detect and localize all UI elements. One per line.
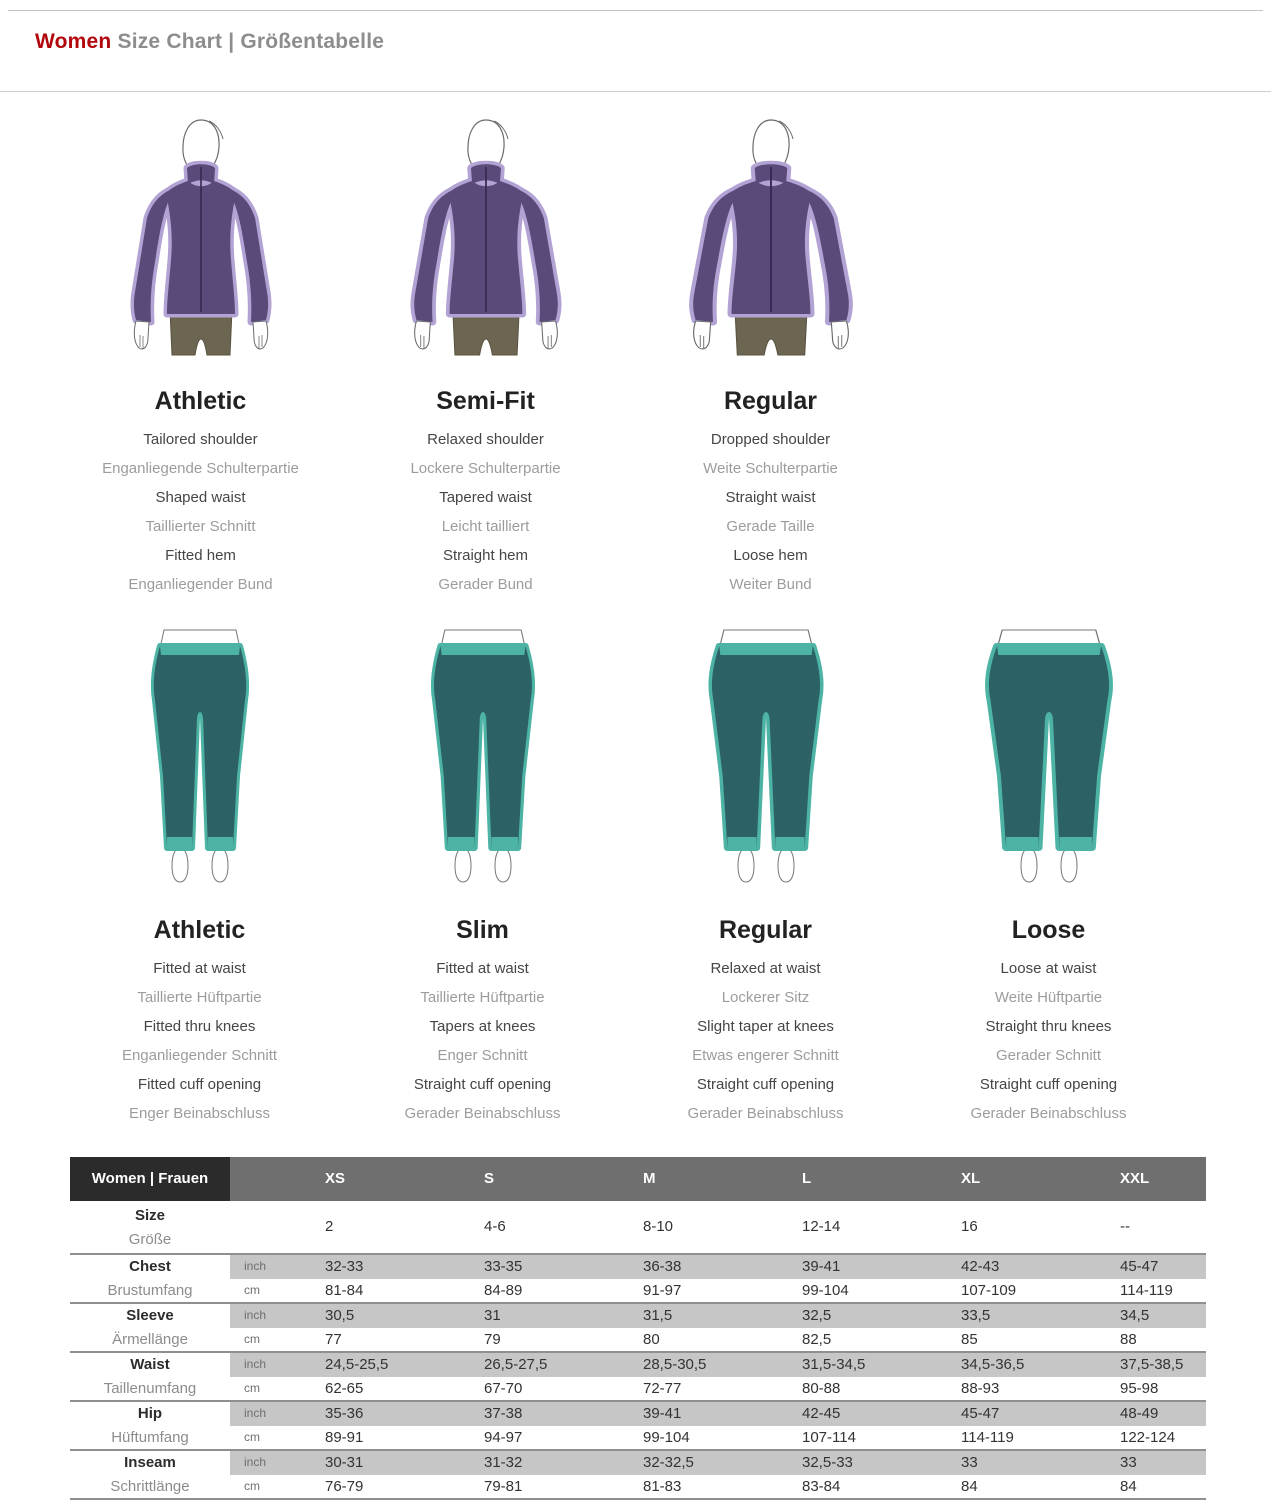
table-value-cell: 32-33 [325, 1255, 484, 1279]
fit-description-line-de: Enganliegender Bund [128, 576, 273, 593]
jacket-fit-column [628, 112, 913, 599]
fit-description-line-en: Straight hem [442, 547, 529, 564]
table-header-filler [230, 1157, 325, 1201]
jacket-fit-column [343, 112, 628, 599]
unit-label-cm: cm [244, 1478, 260, 1493]
table-value-cell: 32-32,5 [643, 1451, 802, 1475]
table-value-cell: 39-41 [643, 1402, 802, 1426]
fit-description-line-en: Tapered waist [439, 489, 532, 506]
measurement-label-de: Schrittlänge [110, 1477, 190, 1495]
table-value-cell: 83-84 [802, 1477, 841, 1495]
jacket-fit-column [58, 112, 343, 599]
fit-description-line-de: Taillierte Hüftpartie [137, 989, 262, 1006]
fit-description [405, 954, 561, 1128]
size-table [70, 1157, 1206, 1500]
unit-label-inch: inch [230, 1451, 325, 1475]
jacket-figure-wrap [661, 112, 881, 362]
page-title-gender: Women [35, 30, 112, 53]
size-label-de: Größe [128, 1231, 172, 1248]
table-value-cell: 12-14 [802, 1218, 841, 1235]
measurement-label-en: Inseam [124, 1454, 176, 1471]
unit-label-cm: cm [244, 1429, 260, 1444]
table-inch-row [70, 1402, 1206, 1426]
table-value-cell: 2 [325, 1218, 334, 1235]
pants-fit-column [907, 616, 1190, 1128]
jacket-fits-row [58, 112, 913, 599]
table-value-cell: 88-93 [961, 1379, 1000, 1397]
table-measurement-group [70, 1400, 1206, 1449]
table-value-cell: 62-65 [325, 1379, 364, 1397]
table-value-cell: 79-81 [484, 1477, 523, 1495]
size-row-label [70, 1201, 230, 1253]
fit-title: Slim [456, 916, 509, 944]
fit-description-line-en: Straight thru knees [985, 1018, 1112, 1035]
table-value-cell: -- [1120, 1218, 1130, 1235]
unit-label-inch: inch [230, 1255, 325, 1279]
fit-description-line-de: Enganliegende Schulterpartie [102, 460, 299, 477]
fit-title: Regular [718, 916, 813, 944]
table-value-cell: 76-79 [325, 1477, 364, 1495]
fit-title: Athletic [153, 916, 246, 944]
header-divider [0, 91, 1271, 92]
table-value-cell: 31-32 [484, 1451, 643, 1475]
table-value-cell: 30-31 [325, 1451, 484, 1475]
table-value-cell: 33-35 [484, 1255, 643, 1279]
table-value-cell: 32,5-33 [802, 1451, 961, 1475]
table-value-cell: 91-97 [643, 1281, 682, 1299]
table-value-cell: 99-104 [643, 1428, 690, 1446]
table-inch-row [70, 1353, 1206, 1377]
fit-description-line-en: Straight waist [725, 489, 816, 506]
fit-description-line-de: Weite Hüftpartie [994, 989, 1103, 1006]
table-value-cell: 107-114 [802, 1428, 856, 1446]
pants-figure [656, 616, 876, 886]
pants-fit-column [341, 616, 624, 1128]
table-value-cell: 24,5-25,5 [325, 1353, 484, 1377]
fit-title: Loose [1011, 916, 1086, 944]
table-inch-row [70, 1255, 1206, 1279]
size-table-header-cell: XL [961, 1157, 1120, 1201]
table-value-cell: 31 [484, 1304, 643, 1328]
table-value-cell: 36-38 [643, 1255, 802, 1279]
pants-figure-wrap [939, 616, 1159, 891]
table-value-cell: 77 [325, 1330, 342, 1348]
table-value-cell: 33 [1120, 1451, 1206, 1475]
table-corner-cell: Women | Frauen [70, 1157, 230, 1201]
unit-label-inch: inch [230, 1353, 325, 1377]
measurement-label-de: Brustumfang [107, 1281, 193, 1299]
table-measurement-group [70, 1302, 1206, 1351]
table-cm-row [70, 1328, 1206, 1352]
table-inch-row [70, 1304, 1206, 1328]
table-value-cell: 67-70 [484, 1379, 523, 1397]
table-value-cell: 42-43 [961, 1255, 1120, 1279]
fit-description-line-de: Gerader Beinabschluss [970, 1105, 1127, 1122]
table-measurement-group [70, 1449, 1206, 1498]
table-value-cell: 37-38 [484, 1402, 643, 1426]
fit-description-line-de: Enger Beinabschluss [129, 1105, 270, 1122]
fit-description-line-de: Etwas engerer Schnitt [692, 1047, 839, 1064]
fit-title: Athletic [154, 387, 247, 415]
measurement-label-en: Chest [129, 1258, 171, 1275]
size-table-header-cell: L [802, 1157, 961, 1201]
size-label-en: Size [134, 1207, 165, 1224]
table-value-cell: 84 [1120, 1477, 1137, 1495]
table-measurement-group [70, 1351, 1206, 1400]
table-value-cell: 95-98 [1120, 1379, 1159, 1397]
table-value-cell: 35-36 [325, 1402, 484, 1426]
fit-description-line-de: Gerader Beinabschluss [687, 1105, 844, 1122]
fit-description-line-en: Tailored shoulder [143, 431, 258, 448]
fit-description-line-en: Fitted hem [165, 547, 236, 564]
table-size-row [70, 1201, 1206, 1253]
unit-label-inch: inch [230, 1304, 325, 1328]
table-value-cell: 89-91 [325, 1428, 364, 1446]
jacket-figure [376, 112, 596, 357]
page-title [35, 30, 384, 54]
table-value-cell: 45-47 [1120, 1255, 1206, 1279]
fit-description-line-en: Straight cuff opening [979, 1076, 1118, 1093]
table-value-cell: 31,5-34,5 [802, 1353, 961, 1377]
jacket-figure [91, 112, 311, 357]
unit-label-cm: cm [244, 1282, 260, 1297]
table-cm-row [70, 1279, 1206, 1303]
table-value-cell: 4-6 [484, 1218, 506, 1235]
fit-description-line-en: Tapers at knees [429, 1018, 536, 1035]
fit-description [410, 425, 560, 599]
measurement-label-de: Ärmellänge [112, 1330, 188, 1348]
size-table-header-cell: XS [325, 1157, 484, 1201]
fit-description-line-en: Slight taper at knees [697, 1018, 834, 1035]
table-cm-row [70, 1475, 1206, 1499]
unit-label-cm: cm [244, 1380, 260, 1395]
table-value-cell: 31,5 [643, 1304, 802, 1328]
page-title-rest: Size Chart | Größentabelle [111, 30, 385, 53]
fit-description-line-de: Lockerer Sitz [721, 989, 810, 1006]
size-table-header [70, 1157, 1206, 1201]
pants-figure [373, 616, 593, 886]
measurement-label-de: Taillenumfang [103, 1379, 197, 1397]
fit-description-line-de: Gerader Beinabschluss [404, 1105, 561, 1122]
top-divider [8, 10, 1263, 11]
table-value-cell: 114-119 [961, 1428, 1014, 1446]
table-value-cell: 37,5-38,5 [1120, 1353, 1206, 1377]
fit-description-line-de: Taillierte Hüftpartie [420, 989, 545, 1006]
jacket-figure-wrap [376, 112, 596, 362]
jacket-figure [661, 112, 881, 357]
table-value-cell: 33 [961, 1451, 1120, 1475]
fit-description-line-en: Straight cuff opening [696, 1076, 835, 1093]
unit-label-inch: inch [230, 1402, 325, 1426]
pants-figure-wrap [373, 616, 593, 891]
fit-description-line-de: Enger Schnitt [437, 1047, 528, 1064]
fit-description [703, 425, 838, 599]
fit-description-line-en: Loose hem [733, 547, 808, 564]
table-value-cell: 81-84 [325, 1281, 364, 1299]
table-value-cell: 28,5-30,5 [643, 1353, 802, 1377]
pants-figure [90, 616, 310, 886]
table-value-cell: 122-124 [1120, 1428, 1176, 1446]
fit-description-line-de: Leicht tailliert [441, 518, 530, 535]
table-value-cell: 16 [961, 1218, 978, 1235]
table-value-cell: 81-83 [643, 1477, 682, 1495]
fit-description [688, 954, 844, 1128]
table-value-cell: 48-49 [1120, 1402, 1206, 1426]
fit-description-line-de: Enganliegender Schnitt [121, 1047, 278, 1064]
size-row-unit-filler [230, 1201, 325, 1253]
unit-label-cm: cm [244, 1331, 260, 1346]
fit-description-line-en: Fitted at waist [436, 960, 529, 977]
pants-figure-wrap [656, 616, 876, 891]
fit-description-line-en: Fitted cuff opening [137, 1076, 262, 1093]
fit-description [122, 954, 277, 1128]
table-cm-row [70, 1426, 1206, 1450]
pants-fit-column [58, 616, 341, 1128]
table-value-cell: 114-119 [1120, 1281, 1173, 1299]
fit-description-line-de: Lockere Schulterpartie [410, 460, 561, 477]
jacket-figure-wrap [91, 112, 311, 362]
pants-fit-column [624, 616, 907, 1128]
fit-description-line-de: Weite Schulterpartie [703, 460, 838, 477]
fit-description-line-en: Relaxed shoulder [427, 431, 544, 448]
fit-description [971, 954, 1127, 1128]
table-value-cell: 30,5 [325, 1304, 484, 1328]
fit-description-line-en: Fitted thru knees [143, 1018, 256, 1035]
table-value-cell: 99-104 [802, 1281, 849, 1299]
table-value-cell: 94-97 [484, 1428, 523, 1446]
table-value-cell: 85 [961, 1330, 978, 1348]
table-cm-row [70, 1377, 1206, 1401]
fit-description-line-de: Gerade Taille [726, 518, 815, 535]
fit-description-line-de: Taillierter Schnitt [145, 518, 256, 535]
fit-title: Semi-Fit [436, 387, 535, 415]
fit-description-line-de: Gerader Bund [438, 576, 533, 593]
fit-description-line-en: Relaxed at waist [710, 960, 821, 977]
table-value-cell: 33,5 [961, 1304, 1120, 1328]
table-value-cell: 80-88 [802, 1379, 841, 1397]
table-value-cell: 84-89 [484, 1281, 523, 1299]
table-value-cell: 34,5 [1120, 1304, 1206, 1328]
size-table-header-cell: S [484, 1157, 643, 1201]
measurement-label-de: Hüftumfang [111, 1428, 189, 1446]
measurement-label-en: Waist [130, 1356, 170, 1373]
table-value-cell: 42-45 [802, 1402, 961, 1426]
table-value-cell: 45-47 [961, 1402, 1120, 1426]
size-table-header-cell: XXL [1120, 1157, 1206, 1201]
fit-description-line-en: Loose at waist [1000, 960, 1097, 977]
fit-description [102, 425, 299, 599]
table-value-cell: 39-41 [802, 1255, 961, 1279]
table-value-cell: 34,5-36,5 [961, 1353, 1120, 1377]
fit-title: Regular [723, 387, 818, 415]
table-value-cell: 80 [643, 1330, 660, 1348]
pant-fits-row [58, 616, 1190, 1128]
table-value-cell: 72-77 [643, 1379, 682, 1397]
size-table-header-cell: M [643, 1157, 802, 1201]
table-value-cell: 107-109 [961, 1281, 1017, 1299]
measurement-label-en: Sleeve [126, 1307, 174, 1324]
fit-description-line-de: Weiter Bund [729, 576, 812, 593]
fit-description-line-en: Straight cuff opening [413, 1076, 552, 1093]
table-value-cell: 32,5 [802, 1304, 961, 1328]
pants-figure-wrap [90, 616, 310, 891]
table-measurement-group [70, 1253, 1206, 1302]
fit-description-line-de: Gerader Schnitt [995, 1047, 1102, 1064]
fit-description-line-en: Fitted at waist [153, 960, 246, 977]
table-value-cell: 82,5 [802, 1330, 832, 1348]
fit-description-line-en: Dropped shoulder [710, 431, 831, 448]
table-value-cell: 88 [1120, 1330, 1137, 1348]
table-value-cell: 84 [961, 1477, 978, 1495]
measurement-label-en: Hip [137, 1405, 163, 1422]
pants-figure [939, 616, 1159, 886]
table-value-cell: 79 [484, 1330, 501, 1348]
table-inch-row [70, 1451, 1206, 1475]
table-value-cell: 26,5-27,5 [484, 1353, 643, 1377]
table-value-cell: 8-10 [643, 1218, 674, 1235]
fit-description-line-en: Shaped waist [155, 489, 246, 506]
